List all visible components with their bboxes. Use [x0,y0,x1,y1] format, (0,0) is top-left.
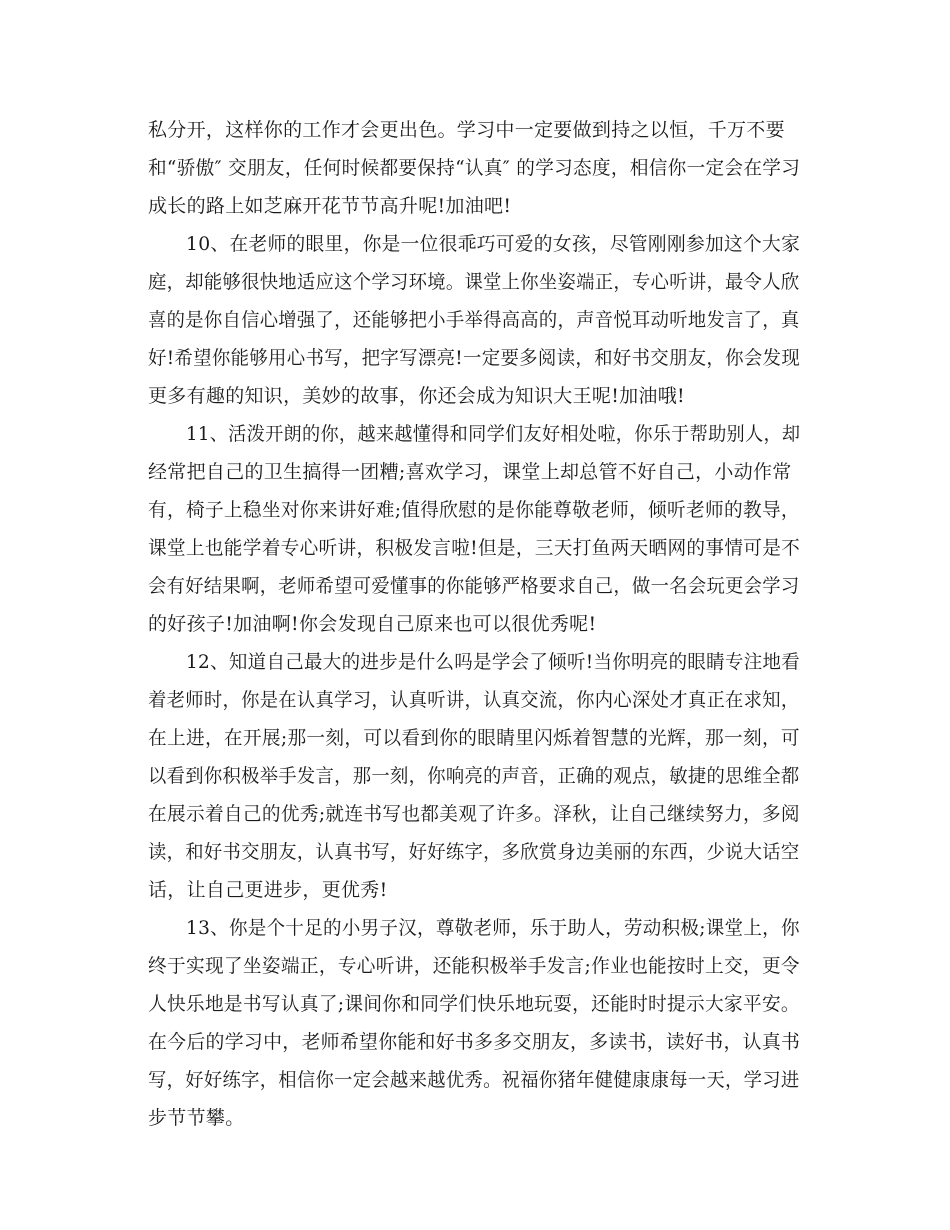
text-line: 课堂上也能学着专心听讲，积极发言啦!但是，三天打鱼两天晒网的事情可是不 [148,537,801,559]
text-line: 的好孩子!加油啊!你会发现自己原来也可以很优秀呢! [148,613,597,635]
text-line: 会有好结果啊，老师希望可爱懂事的你能够严格要求自己，做一名会玩更会学习 [148,575,800,597]
text-line: 成长的路上如芝麻开花节节高升呢!加油吧! [148,195,512,217]
text-line: 人快乐地是书写认真了;课间你和同学们快乐地玩耍，还能时时提示大家平安。 [148,993,800,1015]
text-line: 终于实现了坐姿端正，专心听讲，还能积极举手发言;作业也能按时上交，更令 [148,955,800,977]
text-line: 经常把自己的卫生搞得一团糟;喜欢学习，课堂上却总管不好自己，小动作常 [148,461,792,483]
text-line: 有，椅子上稳坐对你来讲好难;值得欣慰的是你能尊敬老师，倾听老师的教导， [148,499,800,521]
text-line: 在上进，在开展;那一刻，可以看到你的眼睛里闪烁着智慧的光辉，那一刻，可 [148,727,800,749]
text-line: 和“骄傲″ 交朋友，任何时候都要保持“认真″ 的学习态度，相信你一定会在学习 [148,157,801,179]
paragraph-13-start: 13、你是个十足的小男子汉，尊敬老师，乐于助人，劳动积极;课堂上，你 [186,917,800,939]
text-line: 话，让自己更进步，更优秀! [148,879,388,901]
text-line: 在今后的学习中，老师希望你能和好书多多交朋友，多读书，读好书，认真书 [148,1031,801,1053]
text-line: 更多有趣的知识，美妙的故事，你还会成为知识大王呢!加油哦! [148,385,685,407]
text-line: 庭，却能够很快地适应这个学习环境。课堂上你坐姿端正，专心听讲，最令人欣 [148,271,800,293]
text-line: 喜的是你自信心增强了，还能够把小手举得高高的，声音悦耳动听地发言了，真 [148,309,800,331]
text-line: 私分开，这样你的工作才会更出色。学习中一定要做到持之以恒，千万不要 [148,119,785,141]
paragraph-10-start: 10、在老师的眼里，你是一位很乖巧可爱的女孩，尽管刚刚参加这个大家 [186,233,801,255]
paragraph-12-start: 12、知道自己最大的进步是什么吗是学会了倾听!当你明亮的眼睛专注地看 [186,651,801,673]
text-line: 着老师时，你是在认真学习，认真听讲，认真交流，你内心深处才真正在求知， [148,689,800,711]
text-line: 以看到你积极举手发言，那一刻，你响亮的声音，正确的观点，敏捷的思维全都 [148,765,800,787]
text-line: 在展示着自己的优秀;就连书写也都美观了许多。泽秋，让自己继续努力，多阅 [148,803,800,825]
text-line: 写，好好练字，相信你一定会越来越优秀。祝福你猪年健健康康每一天，学习进 [148,1069,800,1091]
text-line: 好!希望你能够用心书写，把字写漂亮!一定要多阅读，和好书交朋友，你会发现 [148,347,801,369]
text-line: 读，和好书交朋友，认真书写，好好练字，多欣赏身边美丽的东西，少说大话空 [148,841,800,863]
text-line: 步节节攀。 [148,1107,245,1129]
paragraph-11-start: 11、活泼开朗的你，越来越懂得和同学们友好相处啦，你乐于帮助别人，却 [186,423,801,445]
